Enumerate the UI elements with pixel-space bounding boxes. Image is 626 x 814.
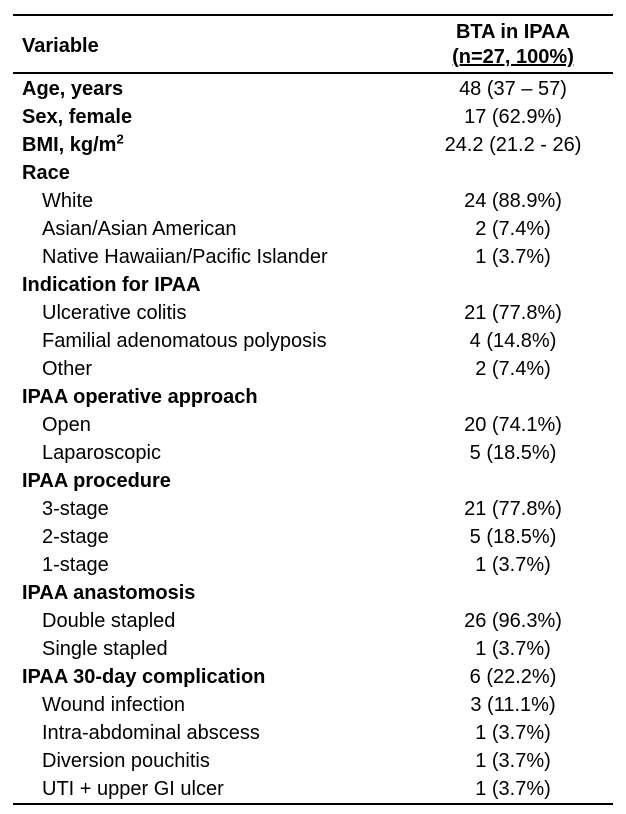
row-value: 24.2 (21.2 - 26) [444, 134, 582, 156]
row-value: 26 (96.3%) [464, 610, 562, 632]
table-row [13, 355, 613, 383]
row-label [42, 607, 175, 635]
table-row [13, 299, 613, 327]
row-label [22, 271, 201, 299]
row-label-text: BMI, kg/m [22, 134, 117, 156]
row-label-text: 3-stage [42, 498, 109, 520]
table-row [13, 523, 613, 551]
row-label-text: IPAA operative approach [22, 386, 258, 408]
row-label [42, 523, 109, 551]
row-label-text: Double stapled [42, 610, 176, 632]
row-label [42, 635, 168, 663]
row-value: 5 (18.5%) [469, 526, 557, 548]
row-label [22, 467, 171, 495]
row-label-text: Indication for IPAA [22, 274, 201, 296]
table-row [13, 775, 613, 803]
table-category-row [13, 271, 613, 299]
row-label [22, 159, 70, 187]
row-label-text: Sex, female [22, 106, 133, 128]
row-value: 21 (77.8%) [464, 498, 562, 520]
table-row [13, 327, 613, 355]
row-label [22, 75, 123, 103]
table-row [13, 187, 613, 215]
row-value: 1 (3.7%) [475, 778, 551, 800]
row-label-text: 2-stage [42, 526, 109, 548]
table-row [13, 607, 613, 635]
row-value: 6 (22.2%) [469, 666, 557, 688]
table-row [13, 691, 613, 719]
row-label-text: Intra-abdominal abscess [42, 722, 260, 744]
group-header-line2: (n=27, 100%) [452, 46, 574, 68]
row-label-text: Age, years [22, 78, 124, 100]
row-label [42, 299, 186, 327]
row-label-text: Familial adenomatous polyposis [42, 330, 327, 352]
row-value: 5 (18.5%) [469, 442, 557, 464]
row-label-superscript: 2 [116, 131, 124, 147]
row-label-text: Race [22, 162, 70, 184]
row-label-text: Ulcerative colitis [42, 302, 187, 324]
row-value: 4 (14.8%) [469, 330, 557, 352]
table-row [13, 551, 613, 579]
row-value: 1 (3.7%) [475, 554, 551, 576]
row-label-text: IPAA anastomosis [22, 582, 196, 604]
table-row [13, 495, 613, 523]
table-row [13, 635, 613, 663]
row-label-text: Open [42, 414, 91, 436]
row-label [22, 663, 265, 691]
table-row [13, 747, 613, 775]
row-value: 24 (88.9%) [464, 190, 562, 212]
row-label [42, 411, 91, 439]
row-value: 20 (74.1%) [464, 414, 562, 436]
row-value: 17 (62.9%) [464, 106, 562, 128]
table-category-row [13, 467, 613, 495]
group-header-line1: BTA in IPAA [455, 21, 571, 43]
row-label [42, 775, 224, 803]
row-label-text: UTI + upper GI ulcer [42, 778, 224, 800]
table-category-row [13, 159, 613, 187]
table-header [13, 16, 613, 72]
row-label [42, 355, 92, 383]
bottom-rule [13, 803, 613, 805]
row-value: 48 (37 – 57) [459, 78, 567, 100]
row-label [42, 439, 161, 467]
row-label [22, 103, 132, 131]
row-value: 2 (7.4%) [475, 358, 551, 380]
row-label-text: Asian/Asian American [42, 218, 237, 240]
row-label [42, 215, 237, 243]
row-label-text: Native Hawaiian/Pacific Islander [42, 246, 328, 268]
row-label-text: IPAA procedure [22, 470, 171, 492]
table-row [13, 719, 613, 747]
table-category-row [13, 131, 613, 159]
row-label [42, 495, 109, 523]
row-value: 1 (3.7%) [475, 750, 551, 772]
row-label-text: Laparoscopic [42, 442, 161, 464]
row-label [42, 327, 327, 355]
table-category-row [13, 383, 613, 411]
row-label-text: Diversion pouchitis [42, 750, 210, 772]
table-row [13, 215, 613, 243]
row-label [22, 579, 195, 607]
table-category-row [13, 75, 613, 103]
row-label [42, 551, 109, 579]
table-row [13, 243, 613, 271]
group-column-header [423, 20, 603, 70]
row-label-text: Wound infection [42, 694, 186, 716]
row-value: 2 (7.4%) [475, 218, 551, 240]
row-value: 1 (3.7%) [475, 722, 551, 744]
row-value: 1 (3.7%) [475, 246, 551, 268]
row-label [42, 243, 328, 271]
row-label [22, 131, 124, 159]
row-label-text: White [42, 190, 94, 212]
table-category-row [13, 663, 613, 691]
row-label-text: Other [42, 358, 93, 380]
row-value: 21 (77.8%) [464, 302, 562, 324]
row-label [42, 747, 210, 775]
variable-column-header: Variable [22, 35, 99, 57]
characteristics-table [13, 14, 613, 805]
row-label-text: Single stapled [42, 638, 168, 660]
table-row [13, 411, 613, 439]
row-label-text: 1-stage [42, 554, 109, 576]
row-label [22, 383, 258, 411]
table-body [13, 74, 613, 803]
table-category-row [13, 103, 613, 131]
row-value: 1 (3.7%) [475, 638, 551, 660]
row-label-text: IPAA 30-day complication [22, 666, 266, 688]
row-label [42, 187, 93, 215]
table-row [13, 439, 613, 467]
row-label [42, 719, 260, 747]
row-value: 3 (11.1%) [470, 694, 556, 716]
table-category-row [13, 579, 613, 607]
row-label [42, 691, 185, 719]
